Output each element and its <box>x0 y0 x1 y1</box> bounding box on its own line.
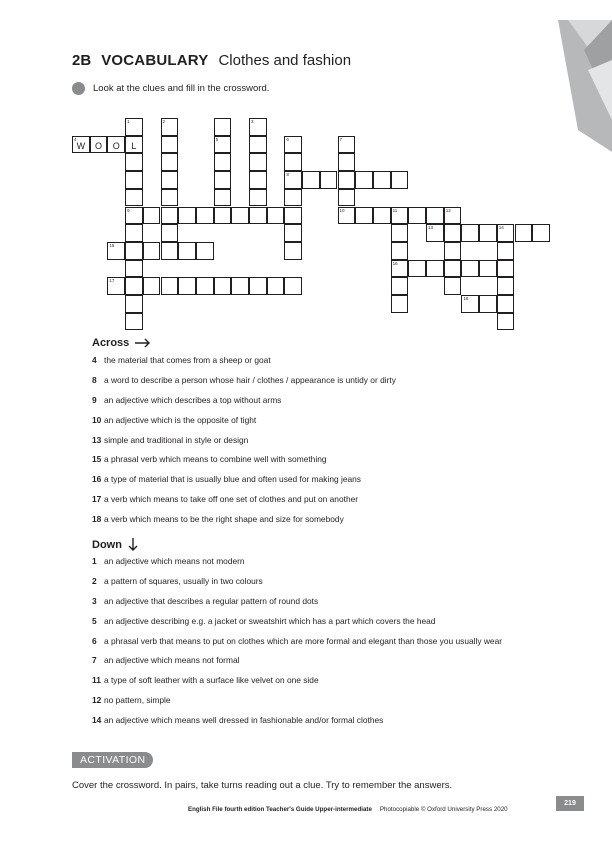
section-name: VOCABULARY <box>101 52 209 69</box>
clue-number: 5 <box>92 615 97 626</box>
crossword-cell[interactable] <box>161 224 179 242</box>
cell-number: 8 <box>286 172 289 178</box>
crossword-cell[interactable] <box>107 277 125 295</box>
crossword-cell[interactable] <box>338 189 356 207</box>
crossword-cell[interactable] <box>391 277 409 295</box>
crossword-cell[interactable] <box>284 136 302 154</box>
crossword-cell[interactable] <box>125 260 143 278</box>
crossword-cell[interactable] <box>161 207 179 225</box>
cell-number: 14 <box>498 225 504 231</box>
clue-number: 8 <box>92 374 97 385</box>
across-clue-18 <box>92 514 532 525</box>
down-clue-3 <box>92 596 532 607</box>
cell-number: 5 <box>215 136 219 142</box>
crossword-cell[interactable] <box>196 207 214 225</box>
crossword-cell[interactable] <box>249 189 267 207</box>
crossword-cell[interactable] <box>231 277 249 295</box>
crossword-cell[interactable] <box>231 207 249 225</box>
across-clue-8 <box>92 375 532 386</box>
crossword-cell[interactable] <box>391 224 409 242</box>
crossword-cell[interactable] <box>320 171 338 189</box>
crossword-cell[interactable] <box>426 207 444 225</box>
down-clue-5 <box>92 616 532 627</box>
crossword-cell[interactable] <box>267 277 285 295</box>
crossword-cell[interactable] <box>125 136 143 154</box>
clue-text: an adjective describing e.g. a jacket or sweatshirt which has a part which covers the head <box>104 615 436 626</box>
cell-number: 12 <box>445 207 451 213</box>
crossword-cell[interactable] <box>249 136 267 154</box>
section-code: 2B <box>72 52 92 69</box>
clue-text: an adjective which means well dressed in fashionable and/or formal clothes <box>104 715 384 726</box>
cell-letter: O <box>95 140 103 151</box>
crossword-cell[interactable] <box>497 277 515 295</box>
crossword-cell[interactable] <box>284 242 302 260</box>
crossword-cell[interactable] <box>391 207 409 225</box>
crossword-cell[interactable] <box>214 171 232 189</box>
cell-number: 17 <box>109 278 115 284</box>
clue-text: a pattern of squares, usually in two colours <box>104 575 263 586</box>
crossword-cell[interactable] <box>338 207 356 225</box>
crossword-cell[interactable] <box>391 295 409 313</box>
down-clue-1 <box>92 556 532 567</box>
crossword-cell[interactable] <box>161 171 179 189</box>
crossword-cell[interactable] <box>444 207 462 225</box>
cell-number: 7 <box>339 136 343 142</box>
crossword-cell[interactable] <box>355 171 373 189</box>
crossword-cell[interactable] <box>214 277 232 295</box>
clue-text: a phrasal verb which means to combine well with something <box>104 454 327 465</box>
down-heading <box>92 538 138 552</box>
cell-letter: O <box>112 140 120 151</box>
clue-number: 2 <box>92 575 97 586</box>
page-number: 219 <box>556 796 584 811</box>
clue-number: 17 <box>92 494 102 505</box>
crossword-cell[interactable] <box>196 277 214 295</box>
crossword-cell[interactable] <box>214 207 232 225</box>
crossword-cell[interactable] <box>125 224 143 242</box>
cell-number: 15 <box>109 242 115 248</box>
cell-number: 1 <box>127 119 130 124</box>
crossword-cell[interactable] <box>444 277 462 295</box>
clue-text: an adjective which means not formal <box>104 655 240 666</box>
clue-text: a verb which means to take off one set of clothes and put on another <box>104 494 359 505</box>
arrow-down-icon <box>128 538 138 552</box>
crossword-cell[interactable] <box>461 224 479 242</box>
clue-number: 15 <box>92 454 102 465</box>
crossword-cell[interactable] <box>391 260 409 278</box>
crossword-cell[interactable] <box>161 189 179 207</box>
crossword-cell[interactable] <box>125 295 143 313</box>
crossword-cell[interactable] <box>497 260 515 278</box>
across-clue-10 <box>92 415 532 426</box>
crossword-cell[interactable] <box>214 136 232 154</box>
crossword-cell[interactable] <box>497 295 515 313</box>
crossword-cell[interactable] <box>161 153 179 171</box>
down-heading-text: Down <box>92 539 122 551</box>
clue-text: a phrasal verb that means to put on clothes which are more formal and elegant than those you usually wear <box>104 635 503 646</box>
clue-number: 4 <box>92 355 97 365</box>
crossword-cell[interactable] <box>408 207 426 225</box>
clue-text: simple and traditional in style or design <box>104 434 249 445</box>
cell-number: 3 <box>251 119 254 124</box>
cell-number: 9 <box>127 207 130 213</box>
crossword-cell[interactable] <box>90 136 108 154</box>
crossword-cell[interactable] <box>444 242 462 260</box>
crossword-cell[interactable] <box>479 295 497 313</box>
arrow-right-icon <box>135 338 151 348</box>
cell-number: 2 <box>162 119 166 124</box>
clue-text: no pattern, simple <box>104 695 171 706</box>
crossword-cell[interactable] <box>479 260 497 278</box>
crossword-cell[interactable] <box>426 224 444 242</box>
across-clue-list <box>92 355 532 534</box>
cell-number: 10 <box>339 207 345 213</box>
crossword-cell[interactable] <box>373 207 391 225</box>
crossword-cell[interactable] <box>125 189 143 207</box>
crossword-cell[interactable] <box>426 260 444 278</box>
clue-number: 18 <box>92 514 102 525</box>
clue-number: 11 <box>92 675 101 686</box>
across-clue-17 <box>92 494 532 505</box>
clue-number: 16 <box>92 474 102 485</box>
crossword-cell[interactable] <box>249 207 267 225</box>
across-clue-16 <box>92 474 532 485</box>
crossword-cell[interactable] <box>125 118 143 136</box>
footer-copyright: Photocopiable © Oxford University Press 2020 <box>379 806 508 813</box>
crossword-cell[interactable] <box>143 277 161 295</box>
crossword-cell[interactable] <box>515 224 533 242</box>
crossword-cell[interactable] <box>497 313 515 331</box>
crossword-cell[interactable] <box>338 153 356 171</box>
clue-number: 14 <box>92 715 102 726</box>
across-clue-4 <box>92 355 532 366</box>
crossword-cell[interactable] <box>249 153 267 171</box>
crossword-cell[interactable] <box>497 242 515 260</box>
activation-text: Cover the crossword. In pairs, take turns reading out a clue. Try to remember the answers. <box>72 780 453 791</box>
crossword-cell[interactable] <box>125 171 143 189</box>
clue-text: an adjective which describes a top without arms <box>104 394 282 405</box>
crossword-grid <box>0 0 612 330</box>
down-clue-list <box>92 556 532 735</box>
crossword-cell[interactable] <box>461 295 479 313</box>
crossword-cell[interactable] <box>161 277 179 295</box>
cell-number: 4 <box>74 136 77 142</box>
crossword-cell[interactable] <box>284 277 302 295</box>
crossword-cell[interactable] <box>532 224 550 242</box>
down-clue-11 <box>92 675 532 686</box>
crossword-cell[interactable] <box>107 136 125 154</box>
crossword-cell[interactable] <box>214 153 232 171</box>
clue-number: 3 <box>92 595 97 606</box>
crossword-cell[interactable] <box>338 136 356 154</box>
crossword-cell[interactable] <box>72 136 90 154</box>
crossword-cell[interactable] <box>461 260 479 278</box>
cell-letter: L <box>131 140 137 151</box>
down-clue-14 <box>92 715 532 726</box>
crossword-cell[interactable] <box>249 277 267 295</box>
across-heading-text: Across <box>92 337 130 349</box>
crossword-cell[interactable] <box>497 224 515 242</box>
crossword-cell[interactable] <box>161 136 179 154</box>
crossword-cell[interactable] <box>178 207 196 225</box>
down-clue-6 <box>92 636 532 647</box>
crossword-cell[interactable] <box>391 242 409 260</box>
crossword-cell[interactable] <box>284 171 302 189</box>
crossword-cell[interactable] <box>267 207 285 225</box>
crossword-cell[interactable] <box>479 224 497 242</box>
down-clue-2 <box>92 576 532 587</box>
crossword-cell[interactable] <box>125 313 143 331</box>
across-heading <box>92 337 151 349</box>
clue-number: 13 <box>92 434 102 445</box>
crossword-cell[interactable] <box>444 260 462 278</box>
clue-text: a word to describe a person whose hair / clothes / appearance is untidy or dirty <box>104 374 396 385</box>
crossword-cell[interactable] <box>214 118 232 136</box>
across-clue-13 <box>92 435 532 446</box>
crossword-cell[interactable] <box>196 242 214 260</box>
across-clue-15 <box>92 454 532 465</box>
clue-text: an adjective which is the opposite of tight <box>104 414 257 425</box>
crossword-cell[interactable] <box>249 171 267 189</box>
cell-number: 16 <box>392 260 398 266</box>
clue-text: a type of soft leather with a surface like velvet on one side <box>104 675 319 686</box>
crossword-cell[interactable] <box>125 207 143 225</box>
cell-number: 6 <box>286 136 289 142</box>
across-clue-9 <box>92 395 532 406</box>
crossword-cell[interactable] <box>338 171 356 189</box>
crossword-cell[interactable] <box>284 224 302 242</box>
crossword-cell[interactable] <box>408 260 426 278</box>
instruction-text: Look at the clues and fill in the crossword. <box>93 83 270 94</box>
clue-number: 1 <box>92 556 97 566</box>
clue-number: 9 <box>92 394 97 405</box>
clue-text: the material that comes from a sheep or goat <box>104 355 271 365</box>
crossword-cell[interactable] <box>302 171 320 189</box>
crossword-cell[interactable] <box>373 171 391 189</box>
crossword-cell[interactable] <box>125 277 143 295</box>
crossword-cell[interactable] <box>125 153 143 171</box>
crossword-cell[interactable] <box>284 189 302 207</box>
crossword-cell[interactable] <box>284 207 302 225</box>
footer <box>188 806 508 813</box>
crossword-cell[interactable] <box>143 207 161 225</box>
crossword-cell[interactable] <box>249 118 267 136</box>
clue-text: an adjective that describes a regular pattern of round dots <box>104 595 319 606</box>
crossword-cell[interactable] <box>444 224 462 242</box>
footer-book: English File fourth edition Teacher's Guide Upper-intermediate <box>188 806 372 813</box>
crossword-cell[interactable] <box>107 242 125 260</box>
crossword-cell[interactable] <box>214 189 232 207</box>
crossword-cell[interactable] <box>284 153 302 171</box>
crossword-cell[interactable] <box>125 242 143 260</box>
cell-number: 18 <box>463 296 469 301</box>
crossword-cell[interactable] <box>178 277 196 295</box>
clue-text: a verb which means to be the right shape and size for somebody <box>104 514 344 525</box>
crossword-cell[interactable] <box>391 171 409 189</box>
clue-number: 6 <box>92 635 97 646</box>
crossword-cell[interactable] <box>161 242 179 260</box>
activation-label: ACTIVATION <box>72 752 153 768</box>
crossword-cell[interactable] <box>143 242 161 260</box>
cell-number: 11 <box>392 207 398 213</box>
crossword-cell[interactable] <box>178 242 196 260</box>
crossword-cell[interactable] <box>355 207 373 225</box>
down-clue-7 <box>92 655 532 666</box>
cell-letter: W <box>76 140 86 151</box>
clue-text: a type of material that is usually blue and often used for making jeans <box>104 474 361 485</box>
clue-number: 12 <box>92 695 102 706</box>
clue-text: an adjective which means not modern <box>104 556 245 566</box>
cell-number: 13 <box>428 225 434 231</box>
section-topic: Clothes and fashion <box>218 52 352 69</box>
crossword-cell[interactable] <box>161 118 179 136</box>
clue-number: 10 <box>92 414 102 425</box>
down-clue-12 <box>92 695 532 706</box>
clue-number: 7 <box>92 655 97 666</box>
